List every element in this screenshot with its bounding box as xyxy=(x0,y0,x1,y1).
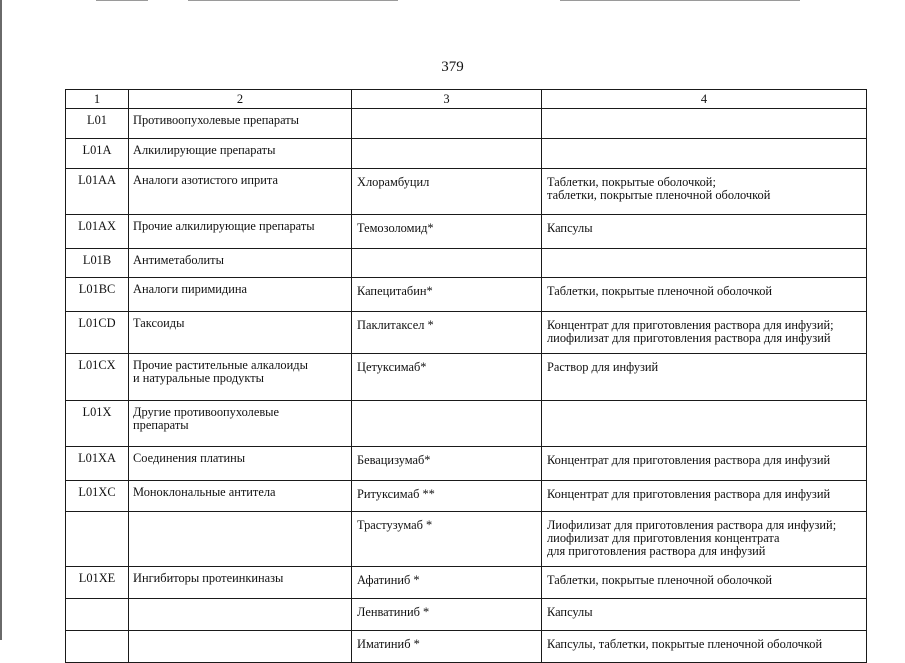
substance-name: Ритуксимаб ** xyxy=(352,481,542,512)
table-row xyxy=(66,631,867,663)
page-left-edge xyxy=(0,0,2,640)
atc-code xyxy=(66,512,129,567)
top-rule xyxy=(560,0,800,1)
table-row xyxy=(66,215,867,249)
atc-code: L01CX xyxy=(66,354,129,401)
dosage-form xyxy=(542,139,867,169)
dosage-form: Капсулы xyxy=(542,215,867,249)
group-name: Аналоги азотистого иприта xyxy=(129,169,352,215)
dosage-form: Концентрат для приготовления раствора для инфузий xyxy=(542,447,867,481)
group-name xyxy=(129,512,352,567)
group-name: Моноклональные антитела xyxy=(129,481,352,512)
table-row xyxy=(66,401,867,447)
page-number: 379 xyxy=(441,59,464,75)
group-name: Таксоиды xyxy=(129,312,352,354)
table-row xyxy=(66,354,867,401)
dosage-form: Раствор для инфузий xyxy=(542,354,867,401)
dosage-form: Лиофилизат для приготовления раствора для инфузий; лиофилизат для приготовления концентрата для приготовления раствора для инфузий xyxy=(542,512,867,567)
column-header: 2 xyxy=(129,90,352,109)
group-name: Аналоги пиримидина xyxy=(129,278,352,312)
dosage-form xyxy=(542,401,867,447)
table-row xyxy=(66,567,867,599)
group-name xyxy=(129,631,352,663)
atc-code: L01A xyxy=(66,139,129,169)
substance-name: Бевацизумаб* xyxy=(352,447,542,481)
dosage-form: Капсулы xyxy=(542,599,867,631)
dosage-form: Таблетки, покрытые оболочкой; таблетки, покрытые пленочной оболочкой xyxy=(542,169,867,215)
substance-name: Иматиниб * xyxy=(352,631,542,663)
substance-name: Афатиниб * xyxy=(352,567,542,599)
substance-name xyxy=(352,109,542,139)
atc-code: L01XE xyxy=(66,567,129,599)
group-name: Ингибиторы протеинкиназы xyxy=(129,567,352,599)
atc-code: L01XA xyxy=(66,447,129,481)
atc-code: L01AA xyxy=(66,169,129,215)
group-name xyxy=(129,599,352,631)
substance-name xyxy=(352,139,542,169)
top-rule xyxy=(188,0,398,1)
substance-name: Паклитаксел * xyxy=(352,312,542,354)
substance-name: Цетуксимаб* xyxy=(352,354,542,401)
column-header: 3 xyxy=(352,90,542,109)
atc-code: L01 xyxy=(66,109,129,139)
dosage-form: Таблетки, покрытые пленочной оболочкой xyxy=(542,278,867,312)
substance-name: Ленватиниб * xyxy=(352,599,542,631)
atc-code xyxy=(66,631,129,663)
table-row xyxy=(66,512,867,567)
substance-name xyxy=(352,401,542,447)
group-name: Прочие алкилирующие препараты xyxy=(129,215,352,249)
table-row xyxy=(66,312,867,354)
dosage-form: Таблетки, покрытые пленочной оболочкой xyxy=(542,567,867,599)
table-row xyxy=(66,169,867,215)
dosage-form: Концентрат для приготовления раствора для инфузий; лиофилизат для приготовления раствора для инфузий xyxy=(542,312,867,354)
atc-code: L01XC xyxy=(66,481,129,512)
top-rule xyxy=(96,0,148,1)
table-row xyxy=(66,481,867,512)
group-name: Антиметаболиты xyxy=(129,249,352,278)
drug-table xyxy=(65,89,867,663)
substance-name: Темозоломид* xyxy=(352,215,542,249)
atc-code: L01X xyxy=(66,401,129,447)
group-name: Противоопухолевые препараты xyxy=(129,109,352,139)
table-row xyxy=(66,278,867,312)
atc-code xyxy=(66,599,129,631)
substance-name: Трастузумаб * xyxy=(352,512,542,567)
table-row xyxy=(66,109,867,139)
dosage-form: Концентрат для приготовления раствора для инфузий xyxy=(542,481,867,512)
table-header-row xyxy=(66,90,867,109)
atc-code: L01AX xyxy=(66,215,129,249)
group-name: Другие противоопухолевые препараты xyxy=(129,401,352,447)
dosage-form xyxy=(542,109,867,139)
table-row xyxy=(66,447,867,481)
dosage-form: Капсулы, таблетки, покрытые пленочной оболочкой xyxy=(542,631,867,663)
atc-code: L01BC xyxy=(66,278,129,312)
column-header: 1 xyxy=(66,90,129,109)
table-row xyxy=(66,139,867,169)
group-name: Прочие растительные алкалоиды и натуральные продукты xyxy=(129,354,352,401)
substance-name: Хлорамбуцил xyxy=(352,169,542,215)
substance-name xyxy=(352,249,542,278)
atc-code: L01B xyxy=(66,249,129,278)
atc-code: L01CD xyxy=(66,312,129,354)
table-row xyxy=(66,249,867,278)
substance-name: Капецитабин* xyxy=(352,278,542,312)
group-name: Соединения платины xyxy=(129,447,352,481)
group-name: Алкилирующие препараты xyxy=(129,139,352,169)
table-row xyxy=(66,599,867,631)
column-header: 4 xyxy=(542,90,867,109)
dosage-form xyxy=(542,249,867,278)
